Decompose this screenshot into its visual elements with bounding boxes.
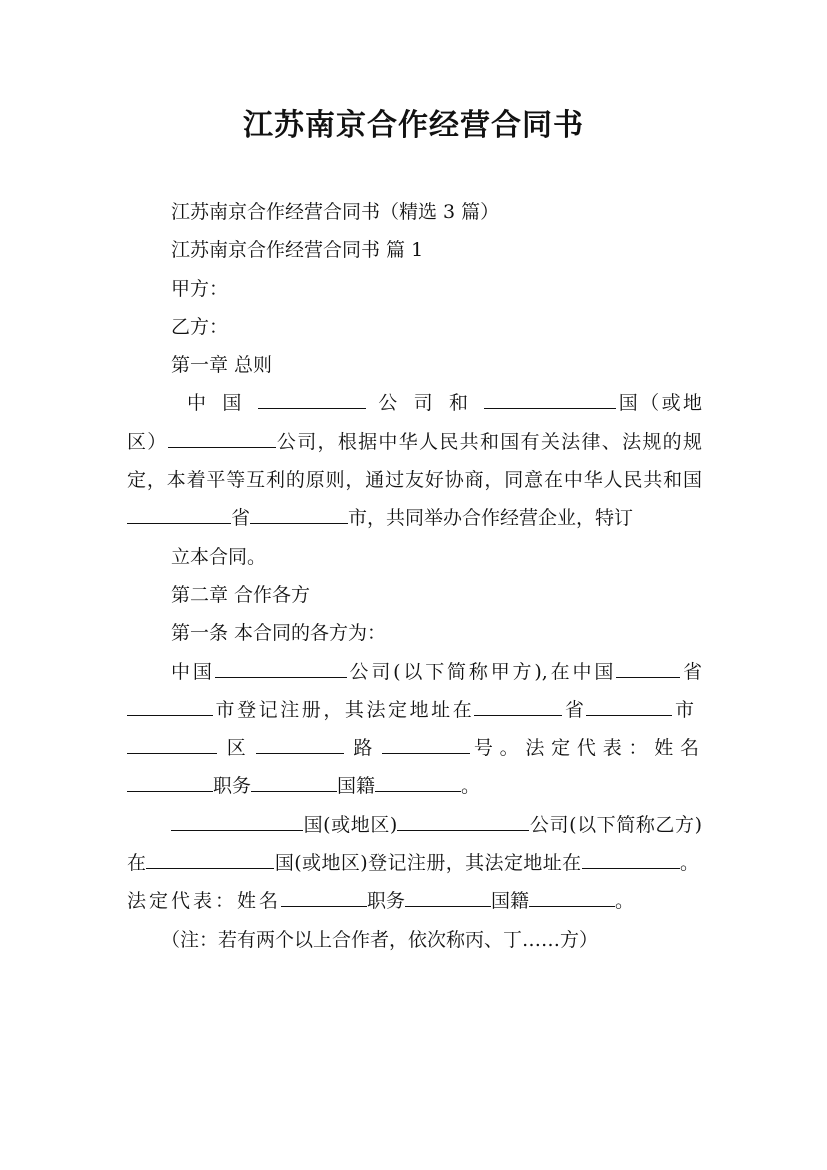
article-one-heading: 第一条 本合同的各方为： xyxy=(171,622,387,645)
chapter-one-paragraph xyxy=(127,384,702,537)
text-segment: 。 xyxy=(461,775,481,798)
text-segment: 省 xyxy=(562,698,587,721)
text-segment: 中国 xyxy=(171,660,215,683)
text-segment: 中国 xyxy=(187,392,258,415)
fill-blank xyxy=(127,735,217,754)
annotation-note: （注：若有两个以上合作者，依次称丙、丁……方） xyxy=(161,928,599,951)
text-segment: 省 xyxy=(680,660,702,683)
fill-blank xyxy=(146,850,274,869)
chapter-two-heading: 第二章 合作各方 xyxy=(171,583,311,606)
fill-blank xyxy=(484,390,616,409)
fill-blank xyxy=(397,812,529,831)
fill-blank xyxy=(256,735,344,754)
fill-blank xyxy=(382,735,470,754)
text-segment: 国(或地区) xyxy=(303,813,398,836)
fill-blank xyxy=(586,697,672,716)
party-a-line: 甲方： xyxy=(171,277,229,300)
text-segment: 市，共同举办合作经营企业，特订 xyxy=(348,507,634,530)
party-b-line: 乙方： xyxy=(171,315,229,338)
text-segment: 国(或地区)登记注册，其法定地址在 xyxy=(274,852,582,875)
text-segment: 职务 xyxy=(213,775,252,798)
paragraph-subtitle: 江苏南京合作经营合同书（精选 3 篇） xyxy=(171,201,500,223)
fill-blank xyxy=(171,812,303,831)
fill-blank xyxy=(215,659,347,678)
fill-blank xyxy=(127,697,213,716)
fill-blank xyxy=(258,390,366,409)
document-title: 江苏南京合作经营合同书 xyxy=(243,108,584,143)
text-segment: 省 xyxy=(231,507,251,530)
paragraph-section-heading: 江苏南京合作经营合同书 篇 1 xyxy=(171,239,424,262)
text-segment: 国籍 xyxy=(491,890,530,913)
fill-blank xyxy=(127,505,231,524)
text-segment: 国（或地区） xyxy=(127,392,702,453)
fill-blank xyxy=(250,505,348,524)
text-segment: 市登记注册，其法定地址在 xyxy=(213,698,475,721)
fill-blank xyxy=(582,850,680,869)
text-segment: 公司和 xyxy=(375,392,485,415)
fill-blank xyxy=(127,773,213,792)
fill-blank xyxy=(529,888,615,907)
fill-blank xyxy=(281,888,367,907)
fill-blank xyxy=(405,888,491,907)
text-segment: 国籍 xyxy=(337,775,376,798)
fill-blank xyxy=(474,697,562,716)
paragraph-conclusion: 立本合同。 xyxy=(171,545,267,568)
text-segment: 职务 xyxy=(367,890,406,913)
text-segment: 路 xyxy=(349,737,377,760)
text-segment: 公司(以下简称乙方)在 xyxy=(127,813,703,875)
text-segment: 。法定代表：姓名 xyxy=(127,852,702,913)
text-segment: 公司，根据中华人民共和国有关法律、法规的规定，本着平等互利的原则，通过友好协商，同意在中华人民共和国 xyxy=(127,430,702,492)
party-a-details xyxy=(127,653,702,806)
fill-blank xyxy=(251,773,337,792)
text-segment: 市 xyxy=(672,698,694,721)
text-segment: 。 xyxy=(615,890,635,913)
text-segment: 公司(以下简称甲方),在中国 xyxy=(346,660,617,683)
fill-blank xyxy=(168,429,276,448)
party-b-details xyxy=(127,806,702,921)
text-segment: 号。法定代表：姓名 xyxy=(470,737,702,760)
fill-blank xyxy=(375,773,461,792)
chapter-one-heading: 第一章 总则 xyxy=(171,354,273,377)
document-body xyxy=(127,193,702,959)
fill-blank xyxy=(616,659,680,678)
text-segment: 区 xyxy=(223,737,250,760)
